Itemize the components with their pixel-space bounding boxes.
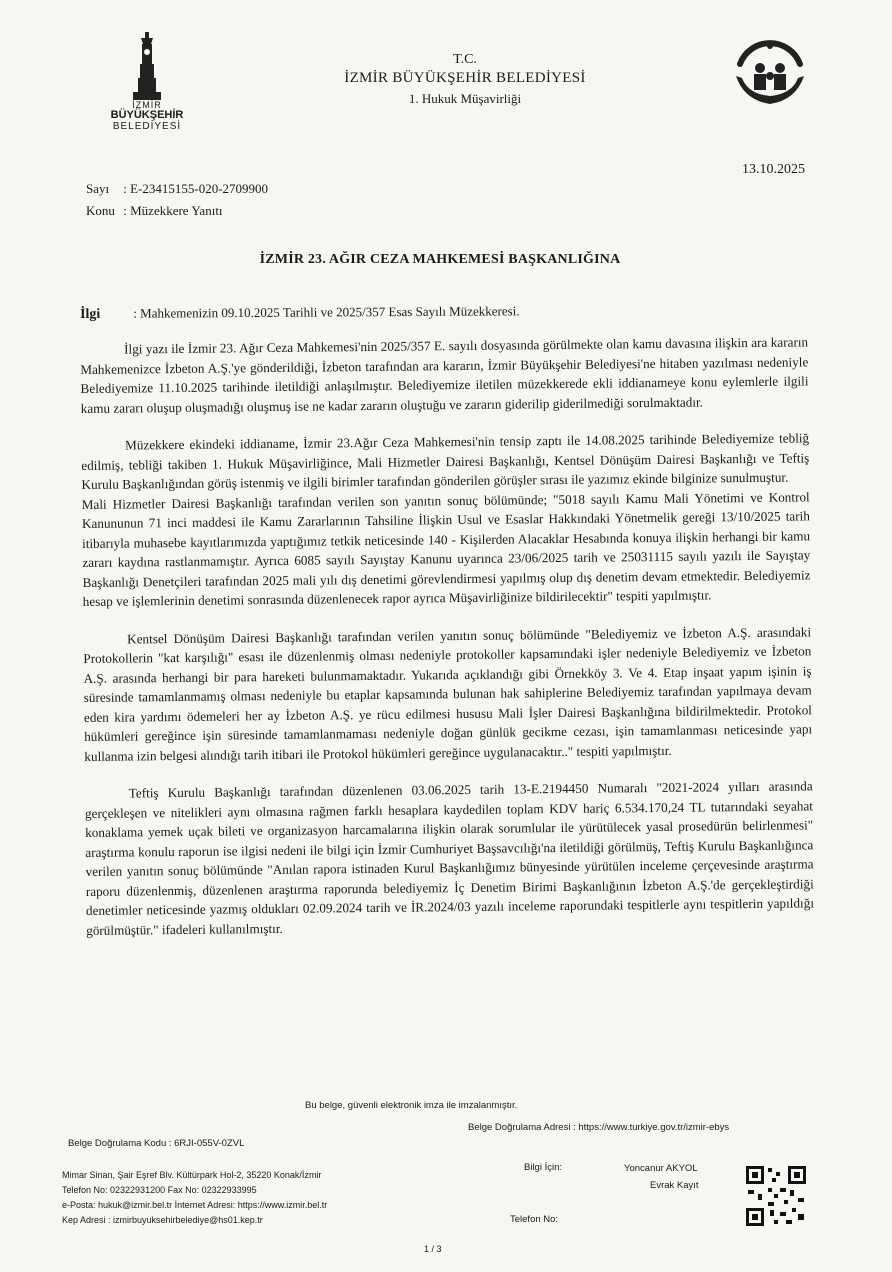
paragraph-5: Teftiş Kurulu Başkanlığı tarafından düzenlenen 03.06.2025 tarih 13-E.2194450 Numaralı "2021-2024 yılları arasında gerçekleşen ve nitelikleri aynı olmasına rağmen farklı hesaplara kaydedilen toplam KDV hariç 6.534.170,24 TL tutarındaki seyahat konaklama yemek uçak bileti ve organizasyon harcamalarına ilişkin olarak sorumlular ile yürütülecek yasal prosedürün belirlenmesi" araştırma konulu raporun ise ilgisi nedeni ile bilgi için İzmir Cumhuriyet Başsavcılığı'na iletildiği görülmüş, Teftiş Kurulu Başkanlığınca verilen yanıtın sonuç bölümünde "Anılan rapora istinaden Kurul Başkanlığımız bünyesinde yürütülen inceleme çerçevesinde araştırma raporu düzenlenmiş, düzenlenen araştırma raporunda belediyemiz İç Denetim Birimi Başkanlığının İzbeton A.Ş.'de gerçekleştirdiği denetimler neticesinde yazmış oldukları 02.09.2024 tarih ve İR.2024/03 yazılı inceleme raporundaki tespitlerle aynı tespitlerin yapıldığı görülmüştür." ifadeleri kullanılmıştır. [84,778,815,938]
department-name: 1. Hukuk Müşavirliği [408,91,522,106]
verification-code: Belge Doğrulama Kodu : 6RJI-055V-0ZVL [68,1138,245,1149]
phone-label: Telefon No: [510,1214,559,1225]
izmir-bb-logo [92,30,202,140]
logo-line-2: BÜYÜKŞEHİR [110,109,184,121]
konu-label: Konu [86,203,115,218]
document-meta [86,178,268,222]
contact-person [624,1160,699,1194]
clock-tower-icon [127,30,167,102]
konu-value: : Müzekkere Yanıtı [123,203,223,218]
social-services-logo [722,24,818,120]
paragraph-2: Müzekkere ekindeki iddianame, İzmir 23.Ağır Ceza Mahkemesi'nin tensip zaptı ile 14.08.2025 tarihinde Belediyemize tebliğ edilmiş, tebliği takiben 1. Hukuk Müşavirliğince, Mali Hizmetler Dairesi Başkanlığı, Kentsel Dönüşüm Dairesi Başkanlığı ve Teftiş Kurulu Başkanlığından görüş istenmiş ve ilgili birimler tarafından gönderilen görüşler sırası ile yazımız ekinde bilginize sunulmuştur. [81,430,810,492]
email-web-line: e-Posta: hukuk@izmir.bel.tr İnternet Adresi: https://www.izmir.bel.tr [62,1200,328,1210]
paragraph-3: Mali Hizmetler Dairesi Başkanlığı tarafından verilen son yanıtın sonuç bölümünde; "5018 sayılı Kamu Mali Yönetimi ve Kontrol Kanununun 71 inci maddesi ile Kamu Zararlarının Tahsiline İlişkin Usul ve Esaslar Hakkındaki Yönetmelik gereği 13/10/2025 tarih itibarıyla muhasebe kayıtlarımızda yaptığımız tetkik neticesinde 140 - Kişilerden Alacaklar Hesabında konuya ilişkin herhangi bir kamu zararı kaydına rastlanmamıştır. Ayrıca 6085 sayılı Sayıştay Kanunu uyarınca 23/06/2025 tarih ve 25031115 sayılı yazılı ile Sayıştay Başkanlığı Denetçileri tarafından 2025 mali yılı dış denetimi görevlendirmesi yapılmış olup dış denetim devam etmektedir. Belediyemiz hesap ve işlemlerinin denetimi sonrasında düzenlenecek rapor ayrıca Müşavirliğinize bildirilecektir" tespiti yapılmıştır. [81,488,811,609]
page-number: 1 / 3 [424,1244,442,1254]
contact-name: Yoncanur AKYOL [624,1163,698,1174]
paragraph-4: Kentsel Dönüşüm Dairesi Başkanlığı tarafından verilen yanıtın sonuç bölümünde "Belediyemiz ve İzbeton A.Ş. arasındaki Protokollerin "kat karşılığı" esası ile düzenlenmiş olması nedeniyle protokoller kapsamındaki işler nedeniyle Belediyemiz ve İzbeton A.Ş. arasında herhangi bir para hareketi bulunmamaktadır. Yukarıda açıklandığı gibi Örnekköy 3. Ve 4. Etap inşaat yapım işinin iş süresinde tamamlanmamış olması nedeniyle bu etaplar kapsamında bulunan hak sahiplerine Belediyemiz tarafından yapılmaya devam eden kira yardımı ödemeleri her ay İzbeton A.Ş. ye rücu edilmesi hususu Mali İşler Dairesi Başkanlığına bildirilmektedir. Protokol hükümleri gereğince işin süresinde tamamlanmaması nedeniyle doğan günlük gecikme cezası, işin tamamlanması neticesinde yapı kullanma izin belgesi alındığı tarih itibari ile Protokol hükümleri gereğince uygulanacaktır.." tespiti yapılmıştır. [83,623,813,764]
addressee-title: İZMİR 23. AĞIR CEZA MAHKEMESİ BAŞKANLIĞINA [259,252,621,267]
sayi-value: : E-23415155-020-2709900 [123,181,269,196]
reference-line [80,302,800,323]
letterhead [300,52,630,107]
organization-name: İZMİR BÜYÜKŞEHİR BELEDİYESİ [344,70,586,86]
paragraph-1: İlgi yazı ile İzmir 23. Ağır Ceza Mahkemesi'nin 2025/357 E. sayılı dosyasında görülmekte olan kamu davasına ilişkin ara kararın Mahkemenizce İzbeton A.Ş.'ye gönderildiği, İzbeton tarafından ara kararın, İzmir Büyükşehir Belediyesi'ne hitaben yazılması nedeniyle Belediyemize 11.10.2025 tarihinde iletildiği anlaşılmıştır. Belediyemize iletilen müzekkerede ekli iddianameye konu eylemlerle ilgili kamu zararı oluşup oluşmadığı oluşmuş ise ne kadar zararın oluştuğu ve zararın giderilip giderilmediği sorulmaktadır. [80,334,809,416]
logo-line-1: İZMİR [132,100,162,110]
contact-role: Evrak Kayıt [650,1180,699,1191]
address-line: Mimar Sinan, Şair Eşref Blv. Kültürpark Hol-2, 35220 Konak/İzmir [62,1170,322,1180]
sayi-label: Sayı [86,181,110,196]
hands-family-icon [722,24,818,120]
qr-code-icon [744,1164,808,1228]
letter-body [80,332,814,958]
sayi-row [86,178,268,200]
contact-address-block [62,1168,327,1228]
kep-line: Kep Adresi : izmirbuyuksehirbelediye@hs01.kep.tr [62,1215,263,1225]
ilgi-text: : Mahkemenizin 09.10.2025 Tarihli ve 2025/357 Esas Sayılı Müzekkeresi. [133,303,520,321]
phone-fax-line: Telefon No: 02322931200 Fax No: 02322933995 [62,1185,257,1195]
konu-row [86,200,268,222]
document-date: 13.10.2025 [742,162,805,177]
logo-line-3: BELEDİYESİ [112,121,182,132]
info-label: Bilgi İçin: [524,1162,563,1173]
verification-address: Belge Doğrulama Adresi : https://www.turkiye.gov.tr/izmir-ebys [468,1122,730,1133]
tc-label: T.C. [453,52,477,67]
ilgi-label: İlgi [80,306,101,322]
esign-notice: Bu belge, güvenli elektronik imza ile imzalanmıştır. [305,1100,518,1111]
